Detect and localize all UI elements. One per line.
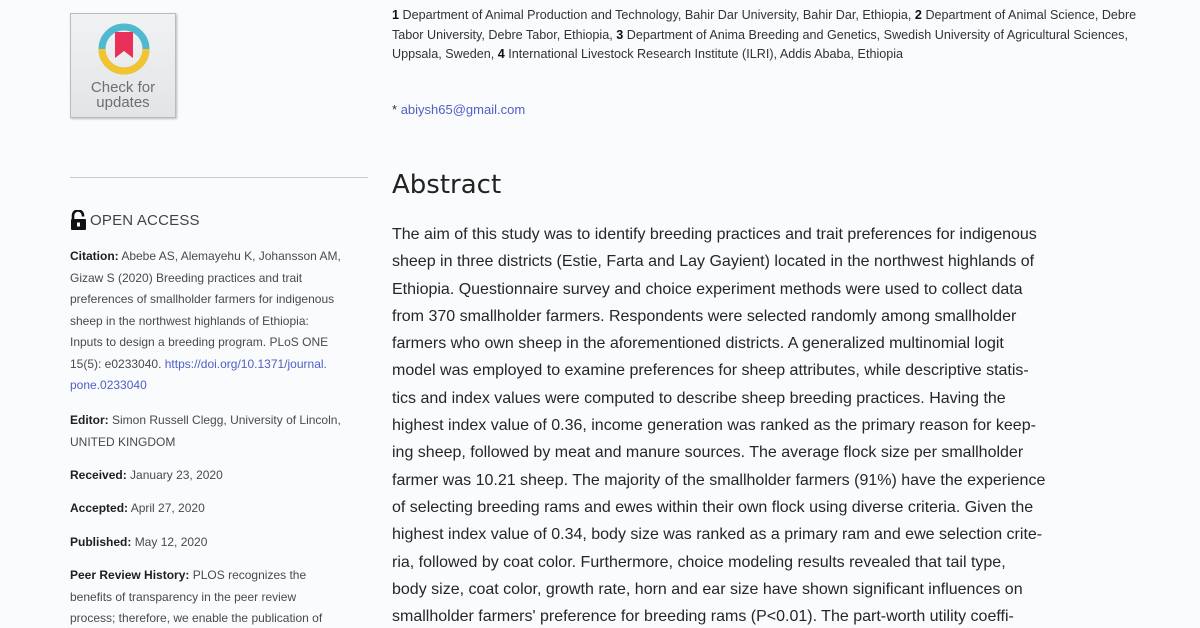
doi-link[interactable]: pone.0233040 [70,378,147,392]
abstract-line: The aim of this study was to identify breeding practices and trait preferences for indigenous [392,226,1037,243]
open-lock-icon [70,210,87,230]
received-label: Received: [70,468,127,482]
peer-review-text: PLOS recognizes the [192,568,307,582]
published-value: May 12, 2020 [134,535,208,549]
peer-review-text: benefits of transparency in the peer review [70,589,297,604]
citation-text: Inputs to design a breeding program. PLoS ONE [70,335,329,349]
abstract-heading: Abstract [392,170,502,200]
check-for-label: Check for [90,79,156,96]
abstract-line: smallholder farmers' preference for breeding rams (P<0.01). The part-worth utility coeffi- [392,608,1014,626]
citation-text: 15(5): e0233040. [70,356,162,371]
check-for-updates-label [71,80,175,110]
citation-text: preferences of smallholder farmers for indigenous [70,292,335,306]
abstract-line: farmers who own sheep in the aforementioned districts. A generalized multinomial logit [392,335,1004,353]
published-date [70,532,370,554]
abstract-line: of selecting breeding rams and ewes within their own flock using diverse criteria. Given the [392,498,1034,516]
check-for-updates-button[interactable] [70,13,176,118]
affiliation-text: Department of Animal Production and Technology, Bahir Dar University, Bahir Dar, Ethiopia, [402,8,912,22]
affiliation-number: 2 [914,8,922,22]
abstract-line: sheep in three districts (Estie, Farta and Lay Gayient) located in the northwest highlands of [392,253,1035,271]
editor-value: Simon Russell Clegg, University of Lincoln, [112,413,341,427]
citation-text: Gizaw S (2020) Breeding practices and trait [70,270,303,285]
citation-block [70,246,370,397]
peer-review-text: process; therefore, we enable the publication of [70,611,323,625]
author-affiliations [392,6,1137,65]
updates-label: updates [96,94,150,111]
accepted-value: April 27, 2020 [130,501,205,515]
abstract-text [392,221,1132,628]
affiliation-number: 1 [392,8,400,22]
abstract-line: ria, followed by coat color. Furthermore, choice modeling results revealed that tail type, [392,553,1006,571]
abstract-line: highest index value of 0.36, income generation was ranked as the primary reason for keep- [392,417,1036,435]
abstract-line: highest index value of 0.34, body size was ranked as a primary ram and ewe selection crite- [392,526,1043,544]
received-value: January 23, 2020 [130,468,223,482]
editor-value: UNITED KINGDOM [70,434,176,449]
abstract-line: from 370 smallholder farmers. Respondents were selected randomly among smallholder [392,307,1017,325]
abstract-line: Ethiopia. Questionnaire survey and choice experiment methods were used to collect data [392,280,1023,298]
abstract-line: tics and index values were computed to describe sheep breeding practices. Having the [392,389,1006,407]
abstract-line: farmer was 10.21 sheep. The majority of the smallholder farmers (91%) have the experience [392,471,1046,489]
published-label: Published: [70,535,132,549]
affiliation-number: 4 [497,47,505,61]
citation-label: Citation: [70,249,119,263]
sidebar-divider [70,177,368,178]
editor-label: Editor: [70,413,109,427]
open-access-label: OPEN ACCESS [90,211,200,229]
citation-text: Abebe AS, Alemayehu K, Johansson AM, [121,249,341,263]
corresponding-marker: * [392,102,398,117]
editor-block [70,410,370,453]
abstract-line: model was employed to examine preferences for sheep attributes, while descriptive statis- [392,362,1029,380]
abstract-line: ing sheep, followed by meat and manure sources. The average flock size per smallholder [392,444,1024,462]
affiliation-number: 3 [616,27,624,42]
accepted-date [70,498,370,520]
abstract-line: body size, coat color, growth rate, horn and ear size have shown significant influences on [392,580,1023,598]
open-access-badge [70,210,200,230]
peer-review-history [70,565,370,628]
corresponding-author [392,102,525,117]
affiliation-text: International Livestock Research Institute (ILRI), Addis Ababa, Ethiopia [508,47,904,61]
crossmark-icon [97,22,151,76]
citation-text: sheep in the northwest highlands of Ethiopia: [70,313,309,328]
peer-review-label: Peer Review History: [70,568,190,582]
affiliation-text: Department of Anima Breeding and Genetics, Swedish University of Agricultural Sciences, Uppsala, Sweden, [392,27,1128,61]
affiliation-text: Department of Animal Science, Debre Tabor University, Debre Tabor, Ethiopia, [392,8,1137,42]
accepted-label: Accepted: [70,501,129,515]
email-link[interactable]: abiysh65@gmail.com [400,102,526,117]
doi-link[interactable]: https://doi.org/10.1371/journal. [164,356,327,371]
received-date [70,465,370,487]
